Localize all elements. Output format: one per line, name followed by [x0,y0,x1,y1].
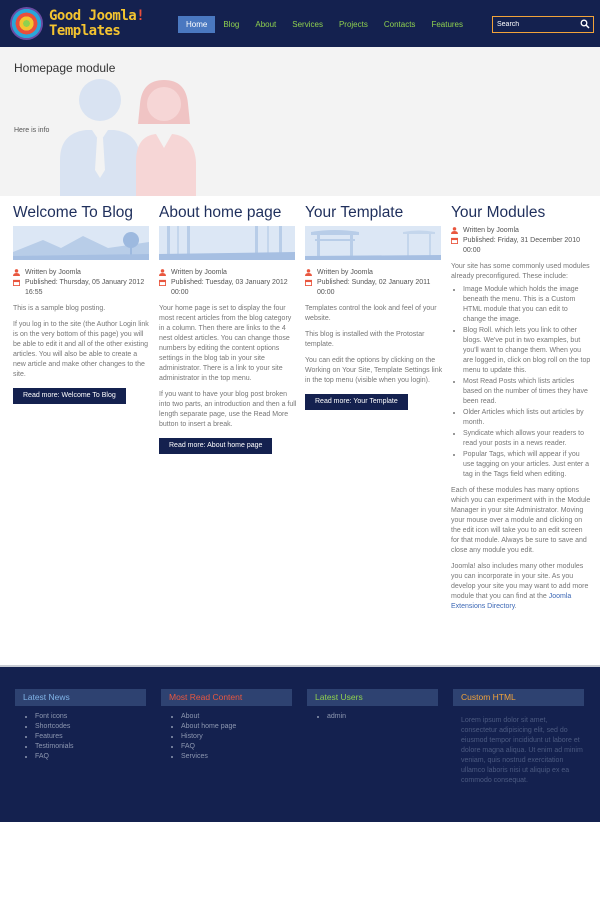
article-paragraph [451,562,591,612]
list-item[interactable]: • Shortcodes [35,722,146,732]
nav-services[interactable]: Services [292,20,323,29]
list-item: • Syndicate which allows your readers to read your posts in a news reader. [463,429,591,449]
article-image-landscape [13,226,149,260]
article-body [13,304,151,380]
article-published: Published: Thursday, 05 January 2012 16:55 [25,279,145,296]
user-icon [451,227,458,234]
article-paragraph: You can edit the options by clicking on the Working on Your Site, Template Settings link in the top menu (visible when you login). [305,357,443,384]
list-item[interactable]: • FAQ [181,742,292,752]
latest-users-title: Latest Users [307,689,438,706]
site-footer [0,667,600,822]
calendar-icon [305,279,312,286]
most-read-list [161,712,292,762]
article-title[interactable]: Welcome To Blog [13,204,134,221]
custom-html-module [453,689,584,786]
latest-users-module [307,689,438,722]
article-your-modules [451,203,591,612]
list-item: • Popular Tags, which will appear if you use tagging on your articles. Just enter a tag in the Tags field when editing. [463,450,591,480]
article-paragraph: Each of these modules has many options which you can experiment with in the Module Manager in your site Administrator. Moving your mouse over a module and clicking on the edit icon will take you to an edit screen for that module. Always be sure to save and close any module you edit. [451,487,591,554]
nav-about[interactable]: About [255,20,277,29]
nav-blog[interactable]: Blog [223,20,240,29]
list-item: • Most Read Posts which lists articles based on the number of times they have been read. [463,377,591,407]
article-welcome-to-blog [13,203,151,404]
list-item[interactable]: • About home page [181,722,292,732]
people-illustration [58,78,203,196]
article-title[interactable]: About home page [159,204,282,221]
homepage-module-text: Here is info [14,127,50,134]
custom-html-text: Lorem ipsum dolor sit amet, consectetur adipisicing elit, sed do eiusmod tempor incididunt ut labore et dolore magna aliqua. Ut enim ad minim veniam, quis nostrud exercitation ullamco laboris nisi ut aliquip ex ea commodo consequat. [461,717,583,784]
list-item[interactable]: • About [181,712,292,722]
logo-line1: Good Joomla! [49,8,145,24]
user-icon [13,269,20,276]
read-more-button[interactable]: Read more: Welcome To Blog [13,388,126,404]
article-author: Written by Joomla [317,269,373,276]
search-box [492,16,594,33]
article-paragraph: If you log in to the site (the Author Login link is on the very bottom of this page) you will be able to edit it and all of the other existing articles. You will also be able to create a new article and make other changes to the site. [13,321,149,378]
custom-html-title: Custom HTML [453,689,584,706]
article-text: . [514,603,517,610]
site-logo[interactable] [10,7,150,41]
extensions-directory-link[interactable]: Joomla Extensions Directory [451,593,572,610]
list-item[interactable]: • admin [327,712,438,722]
article-body [159,304,297,430]
article-title[interactable]: Your Modules [451,204,546,221]
site-header [0,0,600,47]
calendar-icon [13,279,20,286]
list-item[interactable]: • Testimonials [35,742,146,752]
logo-line2: Templates [49,23,121,39]
modules-list [451,285,591,480]
homepage-module [0,47,600,196]
article-meta [159,268,297,298]
list-item[interactable]: • Features [35,732,146,742]
article-paragraph: This blog is installed with the Protostar template. [305,331,425,348]
latest-news-title: Latest News [15,689,146,706]
search-input[interactable] [497,17,577,32]
calendar-icon [159,279,166,286]
article-author: Written by Joomla [463,227,519,234]
list-item[interactable]: • History [181,732,292,742]
main-nav [178,16,471,33]
list-item[interactable]: • FAQ [35,752,146,762]
article-your-template [305,203,443,410]
latest-news-module [15,689,146,762]
latest-news-list [15,712,146,762]
article-body [305,304,443,386]
most-read-title: Most Read Content [161,689,292,706]
article-image-torii-gate [305,226,441,260]
article-published: Published: Tuesday, 03 January 2012 00:00 [171,279,288,296]
homepage-module-title: Homepage module [14,61,116,75]
article-paragraph: If you want to have your blog post broken into two parts, an introduction and then a full length separate page, use the Read More button to insert a break. [159,391,297,428]
calendar-icon [451,237,458,244]
list-item[interactable]: • Services [181,752,292,762]
article-intro: Your site has some commonly used modules already preconfigured. These include: [451,263,590,280]
article-meta [451,226,591,256]
list-item: • Blog Roll. which lets you link to other blogs. We've put in two examples, but you'll want to change them. When you are logged in, click on blog roll on the top menu to update this. [463,326,591,376]
article-text: Joomla! also includes many other modules you can incorporate in your site. As you develop your site you may want to add more module that you can find at the [451,563,589,600]
logo-target-icon [10,7,43,40]
read-more-button[interactable]: Read more: Your Template [305,394,408,410]
list-item: • Image Module which holds the image beneath the menu. This is a Custom HTML module that you can edit to change the image. [463,285,591,325]
article-meta [305,268,443,298]
article-body [451,262,591,612]
article-about-home-page [159,203,297,454]
nav-projects[interactable]: Projects [338,20,368,29]
article-meta [13,268,151,298]
most-read-module [161,689,292,762]
article-paragraph: Your home page is set to display the four most recent articles from the blog category in a column. Then there are links to the 4 nest oldest articles. You can change those numbers by editing the content options settings in the blog tab in your site administrator. There is a link to your site administrator in the top menu. [159,305,292,382]
article-paragraph: This is a sample blog posting. [13,305,106,312]
article-title[interactable]: Your Template [305,204,404,221]
nav-contacts[interactable]: Contacts [383,20,416,29]
latest-users-list [307,712,438,722]
nav-features[interactable]: Features [431,20,464,29]
list-item[interactable]: • Font icons [35,712,146,722]
read-more-button[interactable]: Read more: About home page [159,438,272,454]
user-icon [305,269,312,276]
search-icon[interactable] [580,19,590,29]
user-icon [159,269,166,276]
article-author: Written by Joomla [171,269,227,276]
article-paragraph: Templates control the look and feel of your website. [305,305,437,322]
list-item: • Older Articles which lists out articles by month. [463,408,591,428]
nav-home[interactable]: Home [178,16,215,33]
article-author: Written by Joomla [25,269,81,276]
article-image-bamboo [159,226,295,260]
article-published: Published: Sunday, 02 January 2011 00:00 [317,279,431,296]
article-published: Published: Friday, 31 December 2010 00:00 [463,237,580,254]
